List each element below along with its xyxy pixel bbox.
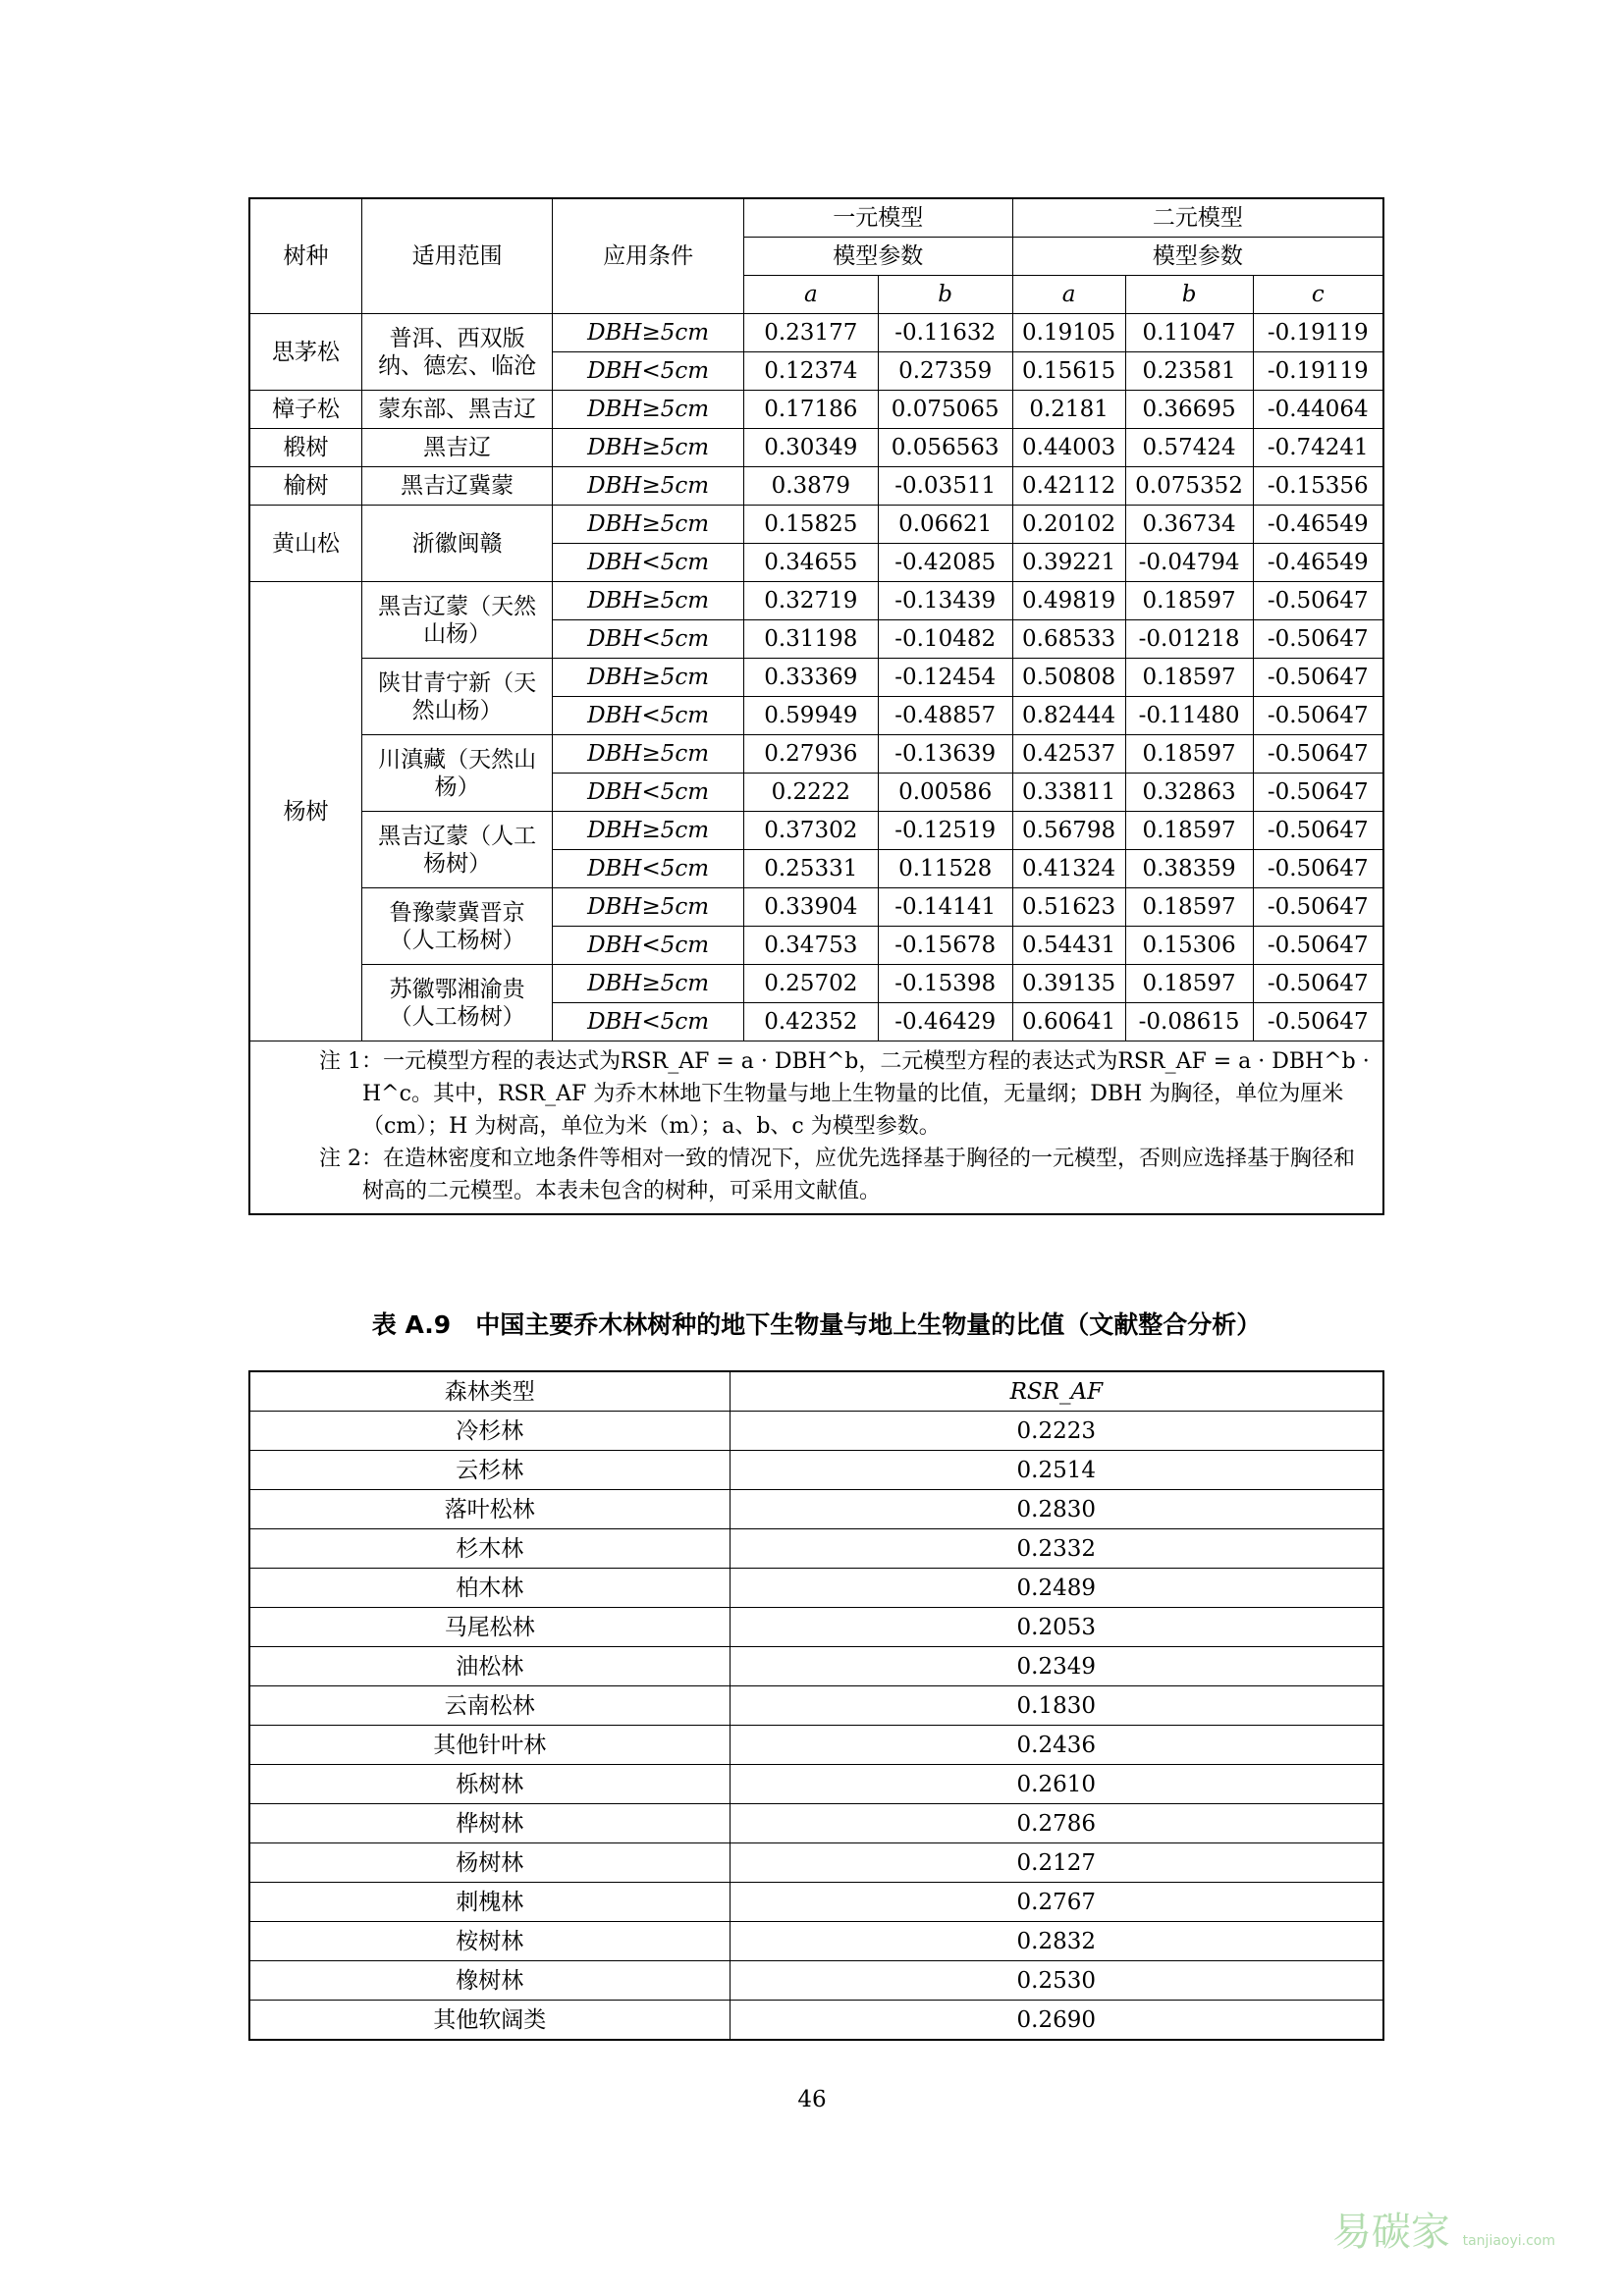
condition-cell: DBH<5cm [553, 697, 744, 735]
value-cell: 0.12374 [743, 352, 878, 391]
rsr-literature-table [248, 1370, 1384, 2041]
value-cell: 0.00586 [878, 774, 1012, 812]
header-forest-type: 森林类型 [249, 1371, 730, 1412]
species-cell: 椴树 [249, 429, 362, 467]
value-cell: 0.27936 [743, 735, 878, 774]
value-cell: -0.01218 [1125, 620, 1253, 659]
value-cell: -0.44064 [1253, 391, 1383, 429]
condition-cell: DBH≥5cm [553, 812, 744, 850]
value-cell: 0.33811 [1012, 774, 1125, 812]
table-row [249, 1804, 1383, 1843]
table-row [249, 1843, 1383, 1883]
rsr-value-cell: 0.2610 [730, 1765, 1383, 1804]
header-a1: a [743, 276, 878, 314]
value-cell: 0.27359 [878, 352, 1012, 391]
rsr-value-cell: 0.2767 [730, 1883, 1383, 1922]
range-cell: 黑吉辽蒙（人工杨树） [362, 812, 553, 888]
value-cell: 0.18597 [1125, 812, 1253, 850]
page-number: 46 [797, 2087, 827, 2112]
rsr-value-cell: 0.2053 [730, 1608, 1383, 1647]
forest-type-cell: 油松林 [249, 1647, 730, 1686]
value-cell: 0.36695 [1125, 391, 1253, 429]
value-cell: -0.12519 [878, 812, 1012, 850]
table-row [249, 391, 1383, 429]
value-cell: -0.11480 [1125, 697, 1253, 735]
value-cell: -0.46549 [1253, 506, 1383, 544]
value-cell: 0.3879 [743, 467, 878, 506]
value-cell: 0.33369 [743, 659, 878, 697]
condition-cell: DBH<5cm [553, 544, 744, 582]
value-cell: 0.11047 [1125, 314, 1253, 352]
value-cell: 0.50808 [1012, 659, 1125, 697]
table-row [249, 1451, 1383, 1490]
value-cell: -0.13439 [878, 582, 1012, 620]
notes-row [249, 1041, 1383, 1215]
condition-cell: DBH<5cm [553, 1003, 744, 1041]
watermark-text: 易碳家 [1331, 2210, 1450, 2255]
value-cell: 0.075065 [878, 391, 1012, 429]
value-cell: -0.19119 [1253, 352, 1383, 391]
value-cell: 0.2222 [743, 774, 878, 812]
forest-type-cell: 刺槐林 [249, 1883, 730, 1922]
value-cell: -0.03511 [878, 467, 1012, 506]
header-model1: 一元模型 [743, 198, 1012, 238]
value-cell: -0.50647 [1253, 620, 1383, 659]
condition-cell: DBH≥5cm [553, 314, 744, 352]
value-cell: 0.18597 [1125, 582, 1253, 620]
range-cell: 陕甘青宁新（天然山杨） [362, 659, 553, 735]
rsr-value-cell: 0.2530 [730, 1961, 1383, 2001]
value-cell: 0.32719 [743, 582, 878, 620]
value-cell: -0.50647 [1253, 965, 1383, 1003]
value-cell: 0.34655 [743, 544, 878, 582]
range-cell: 黑吉辽冀蒙 [362, 467, 553, 506]
condition-cell: DBH≥5cm [553, 506, 744, 544]
forest-type-cell: 橡树林 [249, 1961, 730, 2001]
value-cell: 0.68533 [1012, 620, 1125, 659]
forest-type-cell: 柏木林 [249, 1569, 730, 1608]
range-cell: 普洱、西双版纳、德宏、临沧 [362, 314, 553, 391]
value-cell: -0.48857 [878, 697, 1012, 735]
range-cell: 鲁豫蒙冀晋京（人工杨树） [362, 888, 553, 965]
value-cell: 0.44003 [1012, 429, 1125, 467]
header-species: 树种 [249, 198, 362, 314]
value-cell: 0.15306 [1125, 927, 1253, 965]
table-row [249, 1922, 1383, 1961]
value-cell: 0.19105 [1012, 314, 1125, 352]
value-cell: 0.06621 [878, 506, 1012, 544]
value-cell: -0.11632 [878, 314, 1012, 352]
range-cell: 浙徽闽赣 [362, 506, 553, 582]
value-cell: 0.30349 [743, 429, 878, 467]
forest-type-cell: 云杉林 [249, 1451, 730, 1490]
condition-cell: DBH≥5cm [553, 965, 744, 1003]
condition-cell: DBH<5cm [553, 927, 744, 965]
value-cell: -0.12454 [878, 659, 1012, 697]
forest-type-cell: 其他软阔类 [249, 2001, 730, 2041]
table-row [249, 888, 1383, 927]
value-cell: -0.08615 [1125, 1003, 1253, 1041]
value-cell: 0.49819 [1012, 582, 1125, 620]
watermark-logo [1332, 2201, 1555, 2257]
value-cell: 0.37302 [743, 812, 878, 850]
rsr-value-cell: 0.2127 [730, 1843, 1383, 1883]
value-cell: 0.18597 [1125, 965, 1253, 1003]
table-row [249, 1765, 1383, 1804]
value-cell: -0.50647 [1253, 812, 1383, 850]
condition-cell: DBH≥5cm [553, 735, 744, 774]
rsr-value-cell: 0.2514 [730, 1451, 1383, 1490]
table-row [249, 314, 1383, 352]
value-cell: 0.51623 [1012, 888, 1125, 927]
header-a2: a [1012, 276, 1125, 314]
value-cell: -0.50647 [1253, 1003, 1383, 1041]
value-cell: 0.42537 [1012, 735, 1125, 774]
range-cell: 川滇藏（天然山杨） [362, 735, 553, 812]
table-row [249, 467, 1383, 506]
table-caption: 表 A.9 中国主要乔木林树种的地下生物量与地上生物量的比值（文献整合分析） [371, 1310, 1262, 1339]
table-row [249, 1569, 1383, 1608]
header-b1: b [878, 276, 1012, 314]
forest-type-cell: 马尾松林 [249, 1608, 730, 1647]
range-cell: 苏徽鄂湘渝贵（人工杨树） [362, 965, 553, 1041]
value-cell: 0.23177 [743, 314, 878, 352]
table-row [249, 965, 1383, 1003]
header-rsr: RSR_AF [730, 1371, 1383, 1412]
value-cell: 0.25702 [743, 965, 878, 1003]
value-cell: 0.42352 [743, 1003, 878, 1041]
table-row [249, 1883, 1383, 1922]
rsr-value-cell: 0.2436 [730, 1726, 1383, 1765]
table-row [249, 1529, 1383, 1569]
rsr-value-cell: 0.1830 [730, 1686, 1383, 1726]
value-cell: 0.34753 [743, 927, 878, 965]
value-cell: 0.42112 [1012, 467, 1125, 506]
value-cell: -0.50647 [1253, 888, 1383, 927]
table-notes [249, 1041, 1383, 1215]
value-cell: 0.38359 [1125, 850, 1253, 888]
forest-type-cell: 杨树林 [249, 1843, 730, 1883]
value-cell: -0.10482 [878, 620, 1012, 659]
header-condition: 应用条件 [553, 198, 744, 314]
value-cell: 0.17186 [743, 391, 878, 429]
table-row [249, 1686, 1383, 1726]
value-cell: 0.31198 [743, 620, 878, 659]
forest-type-cell: 冷杉林 [249, 1412, 730, 1451]
value-cell: 0.54431 [1012, 927, 1125, 965]
value-cell: 0.075352 [1125, 467, 1253, 506]
species-cell: 黄山松 [249, 506, 362, 582]
value-cell: 0.11528 [878, 850, 1012, 888]
value-cell: 0.2181 [1012, 391, 1125, 429]
header-params1: 模型参数 [743, 238, 1012, 276]
value-cell: 0.23581 [1125, 352, 1253, 391]
table-row [249, 429, 1383, 467]
value-cell: -0.14141 [878, 888, 1012, 927]
forest-type-cell: 落叶松林 [249, 1490, 730, 1529]
value-cell: -0.50647 [1253, 850, 1383, 888]
value-cell: 0.15825 [743, 506, 878, 544]
rsr-value-cell: 0.2332 [730, 1529, 1383, 1569]
rsr-value-cell: 0.2832 [730, 1922, 1383, 1961]
forest-type-cell: 栎树林 [249, 1765, 730, 1804]
forest-type-cell: 桦树林 [249, 1804, 730, 1843]
table-row [249, 1608, 1383, 1647]
range-cell: 黑吉辽 [362, 429, 553, 467]
condition-cell: DBH<5cm [553, 352, 744, 391]
value-cell: -0.42085 [878, 544, 1012, 582]
header-range: 适用范围 [362, 198, 553, 314]
table-row [249, 735, 1383, 774]
condition-cell: DBH<5cm [553, 850, 744, 888]
biomass-ratio-model-table [248, 197, 1384, 1215]
value-cell: 0.39221 [1012, 544, 1125, 582]
header-c2: c [1253, 276, 1383, 314]
condition-cell: DBH≥5cm [553, 467, 744, 506]
value-cell: 0.056563 [878, 429, 1012, 467]
value-cell: -0.13639 [878, 735, 1012, 774]
value-cell: -0.46429 [878, 1003, 1012, 1041]
value-cell: -0.50647 [1253, 927, 1383, 965]
table-row [249, 1490, 1383, 1529]
value-cell: -0.15398 [878, 965, 1012, 1003]
value-cell: -0.04794 [1125, 544, 1253, 582]
value-cell: 0.36734 [1125, 506, 1253, 544]
table-row [249, 812, 1383, 850]
species-cell: 杨树 [249, 582, 362, 1041]
rsr-value-cell: 0.2786 [730, 1804, 1383, 1843]
species-cell: 樟子松 [249, 391, 362, 429]
header-model2: 二元模型 [1012, 198, 1383, 238]
table-row [249, 2001, 1383, 2041]
table-row [249, 582, 1383, 620]
table-row [249, 1647, 1383, 1686]
value-cell: -0.19119 [1253, 314, 1383, 352]
table-row [249, 659, 1383, 697]
value-cell: 0.20102 [1012, 506, 1125, 544]
forest-type-cell: 桉树林 [249, 1922, 730, 1961]
table-row [249, 1412, 1383, 1451]
condition-cell: DBH≥5cm [553, 888, 744, 927]
range-cell: 蒙东部、黑吉辽 [362, 391, 553, 429]
note-1: 注 1：一元模型方程的表达式为RSR_AF = a · DBH^b，二元模型方程的表达式为RSR_AF = a · DBH^b · H^c。其中，RSR_AF 为乔木林地下生物量与地上生物量的比值，无量纲；DBH 为胸径，单位为厘米（cm）；H 为树高，单位为米（m）；a、b、c 为模型参数。 [319, 1049, 1370, 1139]
condition-cell: DBH≥5cm [553, 391, 744, 429]
rsr-value-cell: 0.2830 [730, 1490, 1383, 1529]
value-cell: 0.57424 [1125, 429, 1253, 467]
species-cell: 思茅松 [249, 314, 362, 391]
condition-cell: DBH<5cm [553, 620, 744, 659]
value-cell: -0.50647 [1253, 659, 1383, 697]
value-cell: -0.50647 [1253, 697, 1383, 735]
value-cell: 0.60641 [1012, 1003, 1125, 1041]
value-cell: 0.18597 [1125, 888, 1253, 927]
table-row [249, 1726, 1383, 1765]
condition-cell: DBH≥5cm [553, 429, 744, 467]
value-cell: 0.39135 [1012, 965, 1125, 1003]
condition-cell: DBH≥5cm [553, 582, 744, 620]
condition-cell: DBH≥5cm [553, 659, 744, 697]
watermark-sub: tanjiaoyi.com [1462, 2233, 1555, 2249]
value-cell: -0.50647 [1253, 774, 1383, 812]
value-cell: 0.15615 [1012, 352, 1125, 391]
table-row [249, 1961, 1383, 2001]
value-cell: 0.59949 [743, 697, 878, 735]
header-b2: b [1125, 276, 1253, 314]
header-params2: 模型参数 [1012, 238, 1383, 276]
value-cell: 0.25331 [743, 850, 878, 888]
value-cell: -0.15678 [878, 927, 1012, 965]
forest-type-cell: 杉木林 [249, 1529, 730, 1569]
rsr-table-body [249, 1412, 1383, 2041]
range-cell: 黑吉辽蒙（天然山杨） [362, 582, 553, 659]
value-cell: -0.46549 [1253, 544, 1383, 582]
value-cell: -0.50647 [1253, 735, 1383, 774]
value-cell: 0.32863 [1125, 774, 1253, 812]
value-cell: 0.33904 [743, 888, 878, 927]
table-row [249, 506, 1383, 544]
species-cell: 榆树 [249, 467, 362, 506]
forest-type-cell: 其他针叶林 [249, 1726, 730, 1765]
value-cell: 0.18597 [1125, 735, 1253, 774]
condition-cell: DBH<5cm [553, 774, 744, 812]
value-cell: 0.41324 [1012, 850, 1125, 888]
value-cell: -0.15356 [1253, 467, 1383, 506]
value-cell: 0.56798 [1012, 812, 1125, 850]
rsr-value-cell: 0.2349 [730, 1647, 1383, 1686]
forest-type-cell: 云南松林 [249, 1686, 730, 1726]
value-cell: 0.82444 [1012, 697, 1125, 735]
rsr-value-cell: 0.2489 [730, 1569, 1383, 1608]
rsr-value-cell: 0.2690 [730, 2001, 1383, 2041]
value-cell: 0.18597 [1125, 659, 1253, 697]
rsr-value-cell: 0.2223 [730, 1412, 1383, 1451]
note-2: 注 2：在造林密度和立地条件等相对一致的情况下，应优先选择基于胸径的一元模型，否则应选择基于胸径和树高的二元模型。本表未包含的树种，可采用文献值。 [319, 1147, 1355, 1203]
value-cell: -0.50647 [1253, 582, 1383, 620]
value-cell: -0.74241 [1253, 429, 1383, 467]
